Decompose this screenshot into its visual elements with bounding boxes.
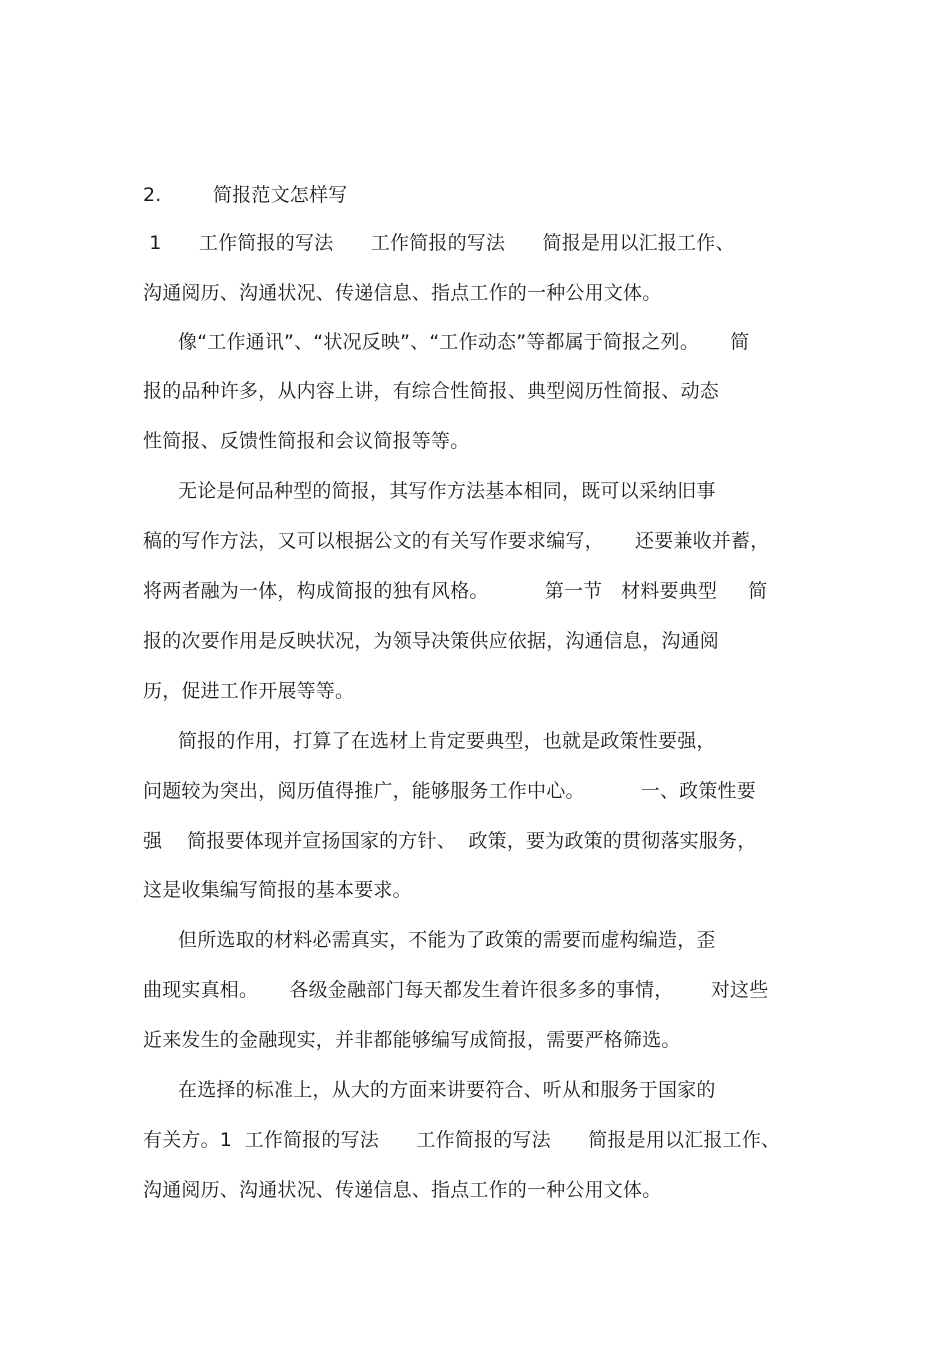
text-line: 稿的写作方法，又可以根据公文的有关写作要求编写， 还要兼收并蓄， bbox=[143, 530, 770, 552]
text-line: 报的品种许多，从内容上讲，有综合性简报、典型阅历性简报、动态 bbox=[143, 380, 720, 402]
text-line: 性简报、反馈性简报和会议简报等等。 bbox=[143, 430, 470, 452]
section-number: 2. bbox=[143, 184, 162, 206]
text-line: 近来发生的金融现实，并非都能够编写成简报，需要严格筛选。 bbox=[143, 1029, 681, 1051]
text-line: 问题较为突出，阅历值得推广，能够服务工作中心。 一、政策性要 bbox=[143, 780, 756, 802]
text-line: 有关方。1 工作简报的写法 工作简报的写法 简报是用以汇报工作、 bbox=[143, 1129, 781, 1151]
section-title: 简报范文怎样写 bbox=[213, 184, 348, 206]
text-line: 强 简报要体现并宣扬国家的方针、 政策，要为政策的贯彻落实服务， bbox=[143, 830, 757, 852]
text-line: 无论是何品种型的简报，其写作方法基本相同，既可以采纳旧事 bbox=[178, 480, 716, 502]
text-line: 但所选取的材料必需真实，不能为了政策的需要而虚构编造，歪 bbox=[178, 929, 716, 951]
text-line: 像“工作通讯”、“状况反映”、“工作动态”等都属于简报之列。 简 bbox=[178, 331, 750, 353]
text-line: 在选择的标准上，从大的方面来讲要符合、听从和服务于国家的 bbox=[178, 1079, 716, 1101]
text-line: 1 工作简报的写法 工作简报的写法 简报是用以汇报工作、 bbox=[143, 232, 735, 254]
text-line: 历，促进工作开展等等。 bbox=[143, 680, 355, 702]
text-line: 沟通阅历、沟通状况、传递信息、指点工作的一种公用文体。 bbox=[143, 1179, 662, 1201]
text-line: 简报的作用，打算了在选材上肯定要典型，也就是政策性要强， bbox=[178, 730, 716, 752]
text-line: 沟通阅历、沟通状况、传递信息、指点工作的一种公用文体。 bbox=[143, 282, 662, 304]
text-line: 曲现实真相。 各级金融部门每天都发生着许很多多的事情， 对这些 bbox=[143, 979, 769, 1001]
text-line: 将两者融为一体，构成简报的独有风格。 第一节 材料要典型 简 bbox=[143, 580, 768, 602]
text-line: 报的次要作用是反映状况，为领导决策供应依据，沟通信息，沟通阅 bbox=[143, 630, 720, 652]
text-line: 这是收集编写简报的基本要求。 bbox=[143, 879, 412, 901]
